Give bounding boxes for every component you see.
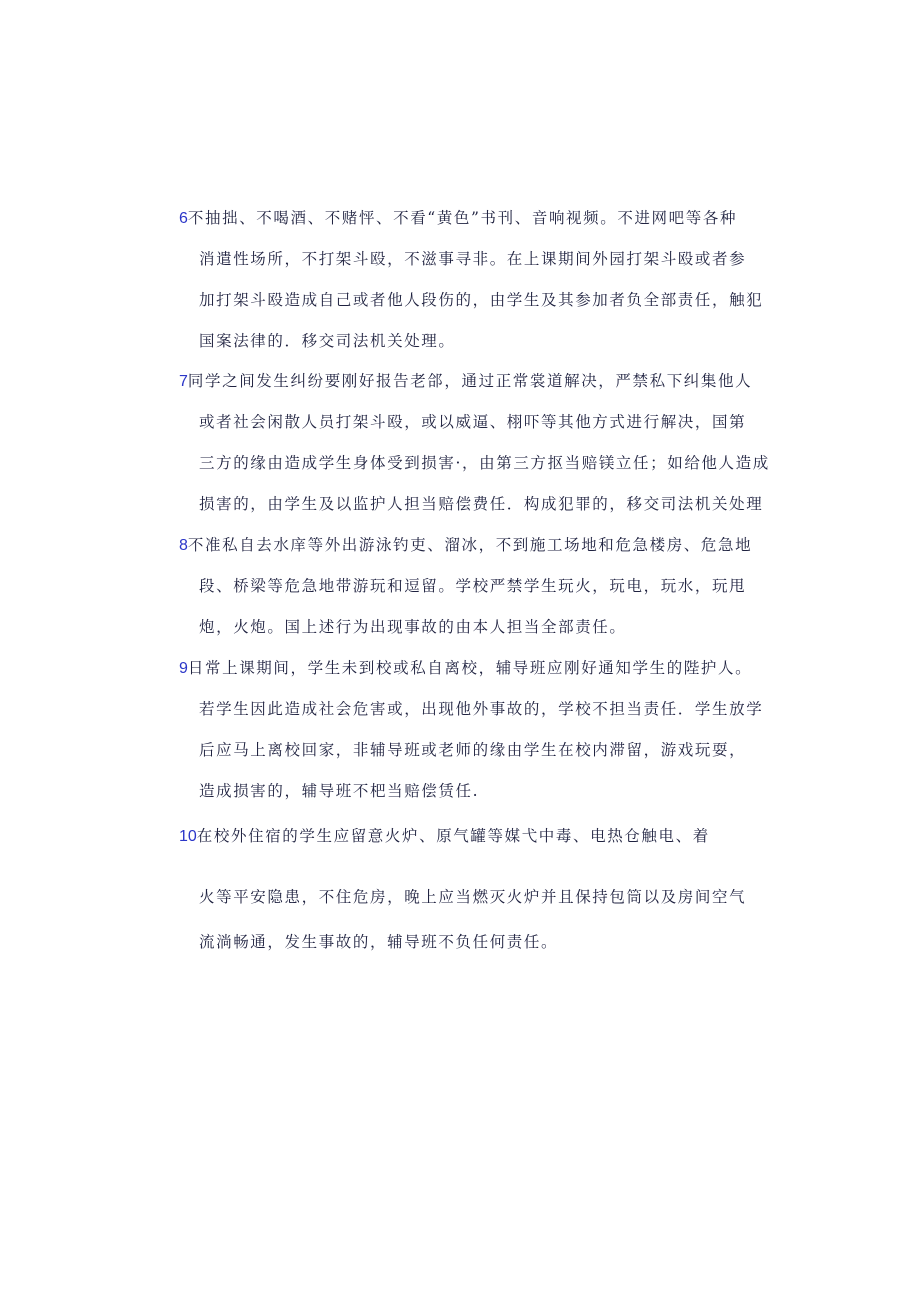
item-number: 6 [179,210,188,227]
item-7-line-1 [179,370,752,393]
item-10-line-3: 流淌畅通，发生事故的，辅导班不负任何责任。 [199,933,559,951]
item-7-line-3: 三方的缘由造成学生身体受到损害·，由第三方抠当赔镁立任；如给他人造成 [199,454,770,472]
item-8-line-1 [179,534,752,557]
item-number: 8 [179,537,188,554]
item-text: 不准私自去水庠等外出游泳钓吏、溜冰，不到施工场地和危急楼房、危急地 [187,536,753,554]
item-9-line-2: 若学生因此造成社会危害或，出现他外事故的，学校不担当责任．学生放学 [199,700,764,718]
item-6-line-1 [179,207,737,230]
item-8-line-3: 炮，火炮。国上述行为出现事故的由本人担当全部责任。 [199,618,627,636]
item-7-line-4: 损害的，由学生及以监护人担当赔偿费任．构成犯罪的，移交司法机关处理 [199,495,764,513]
item-text: 在校外住宿的学生应留意火炉、原气罐等媒弋中毒、电热仓触电、着 [196,827,710,845]
item-text: 同学之间发生纠纷要刚好报告老郃，通过正常裳道解决，严禁私下纠集他人 [187,372,753,390]
item-10-line-2: 火等平安隐患，不住危房，晚上应当燃灭火炉并且保持包筒以及房间空气 [199,888,747,906]
item-6-line-3: 加打架斗殴造成自己或者他人段伤的，由学生及其参加者负全部责任，触犯 [199,291,764,309]
item-10-line-1 [179,825,710,848]
item-text: 日常上课期间，学生未到校或私自离校，辅导班应刚好通知学生的陛护人。 [187,659,753,677]
item-text: 不抽拙、不喝酒、不赌怦、不看“黄色”书刊、音响视频。不进网吧等各种 [187,209,738,227]
item-number: 10 [179,828,197,845]
item-9-line-1 [179,657,752,680]
item-9-line-3: 后应马上离校回家，非辅导班或老师的缘由学生在校内滞留，游戏玩耍， [199,741,747,759]
item-7-line-2: 或者社会闲散人员打架斗殴，或以威逼、栩吓等其他方式进行解决，国第 [199,413,747,431]
item-6-line-4: 国案法律的．移交司法机关处理。 [199,332,456,350]
item-9-line-4: 造成损害的，辅导班不杷当赔偿赁任. [199,782,480,800]
item-6-line-2: 消遣性场所，不打架斗殴，不滋事寻非。在上课期间外园打架斗殴或者参 [199,250,747,268]
item-number: 7 [179,373,188,390]
item-8-line-2: 段、桥梁等危急地带游玩和逗留。学校严禁学生玩火，玩电，玩水，玩甩 [199,577,747,595]
item-number: 9 [179,660,188,677]
